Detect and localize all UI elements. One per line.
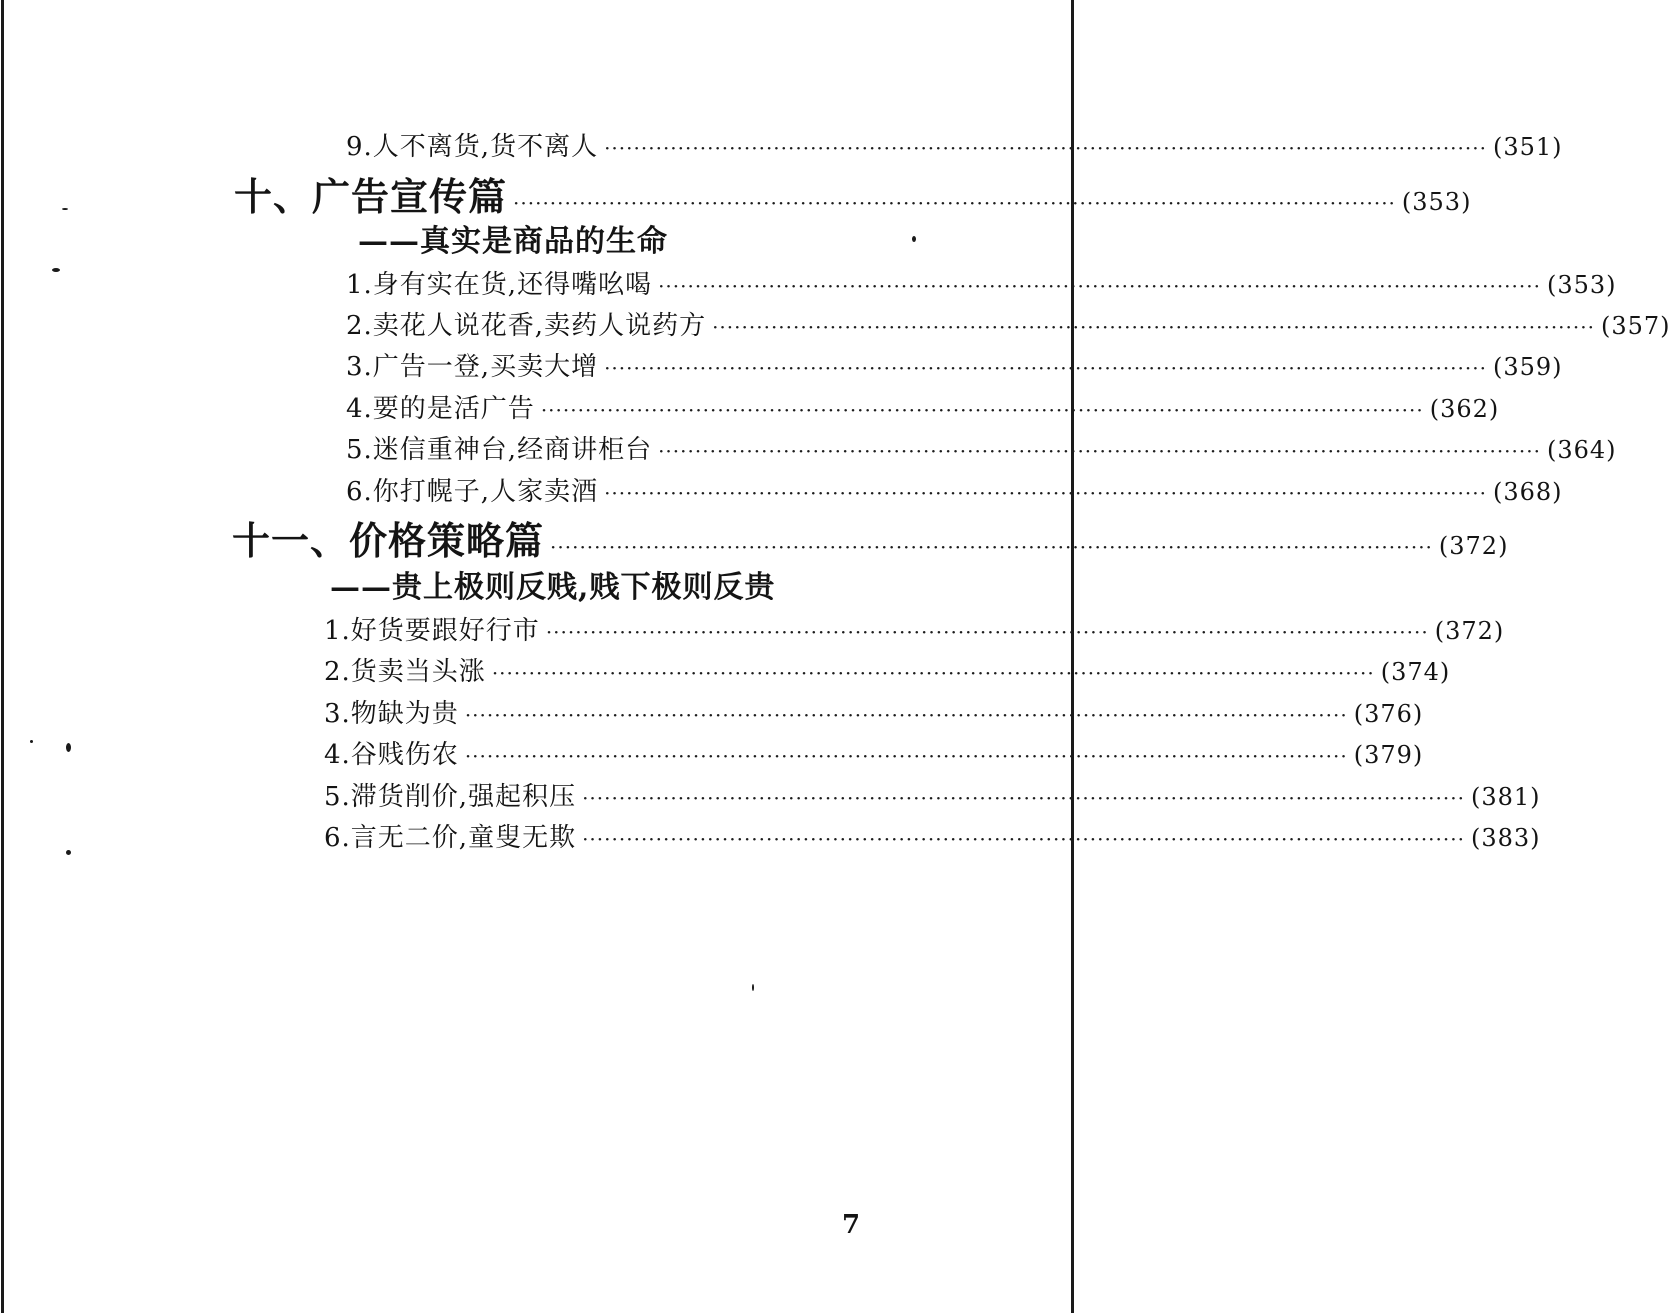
toc-item	[346, 305, 1671, 342]
toc-leader-dots: ························································································································	[582, 827, 1465, 851]
toc-page-ref: (351)	[1492, 133, 1563, 161]
page-number: 7	[842, 1210, 861, 1240]
toc-page-ref: (368)	[1492, 478, 1563, 506]
toc-page-ref: (364)	[1546, 436, 1617, 464]
toc-leader-dots: ························································································································	[712, 315, 1595, 339]
toc-section	[232, 510, 1509, 565]
toc-leader-dots: ························································································································	[604, 481, 1487, 505]
toc-leader-dots: ························································································································	[658, 274, 1541, 298]
toc-leader-dots: ························································································································	[658, 439, 1541, 463]
toc-leader-dots: ························································································································	[491, 661, 1375, 685]
toc-page-ref: (379)	[1353, 741, 1424, 769]
toc-leader-dots: ························································································································	[464, 703, 1348, 727]
toc-item	[324, 693, 1424, 730]
toc-page-ref: (374)	[1380, 658, 1451, 686]
scan-speck	[66, 850, 71, 855]
toc-page-ref: (362)	[1429, 395, 1500, 423]
toc-item-title: 5.迷信重神台,经商讲柜台	[346, 435, 653, 465]
toc-item	[346, 429, 1617, 466]
toc-item-title: 6.言无二价,童叟无欺	[324, 823, 577, 853]
toc-item	[324, 776, 1541, 813]
toc-section-subtitle: ——真实是商品的生命	[358, 224, 668, 259]
toc-item	[346, 126, 1563, 163]
toc-page-ref: (359)	[1492, 353, 1563, 381]
toc-item	[346, 471, 1563, 508]
toc-page-ref: (353)	[1546, 271, 1617, 299]
toc-leader-dots: ························································································································	[604, 136, 1487, 160]
toc-item	[324, 817, 1541, 854]
toc-leader-dots: ························································································································	[545, 620, 1429, 644]
toc-item	[346, 388, 1500, 425]
toc-item	[346, 346, 1563, 383]
toc-item-title: 3.物缺为贵	[324, 699, 459, 729]
toc-leader-dots: ························································································································	[582, 786, 1465, 810]
toc-leader-dots: ························································································································	[604, 356, 1487, 380]
scan-speck	[30, 740, 33, 743]
toc-section-title: 十、广告宣传篇	[234, 174, 508, 219]
toc-section-title: 十一、价格策略篇	[232, 518, 545, 563]
toc-item-title: 4.要的是活广告	[346, 394, 535, 424]
toc-page-ref: (372)	[1434, 617, 1505, 645]
scan-speck	[912, 236, 916, 242]
toc-leader-dots: ························································································································	[540, 398, 1424, 422]
toc-page-ref: (383)	[1470, 824, 1541, 852]
toc-item-title: 2.卖花人说花香,卖药人说药方	[346, 311, 707, 341]
toc-page-ref: (357)	[1600, 312, 1671, 340]
toc-item-title: 4.谷贱伤农	[324, 740, 459, 770]
toc-item-title: 2.货卖当头涨	[324, 657, 486, 687]
toc-item	[324, 734, 1424, 771]
toc-section	[234, 166, 1472, 221]
toc-item-title: 5.滞货削价,强起积压	[324, 782, 577, 812]
toc-item-title: 6.你打幌子,人家卖酒	[346, 477, 599, 507]
toc-item	[346, 264, 1617, 301]
toc-item-title: 3.广告一登,买卖大增	[346, 352, 599, 382]
scan-edge-left	[1, 0, 4, 1313]
toc-item-title: 1.好货要跟好行市	[324, 616, 540, 646]
scan-speck	[66, 743, 71, 752]
toc-page-ref: (353)	[1401, 188, 1472, 216]
scan-speck	[62, 208, 68, 210]
toc-leader-dots: ························································································································	[464, 744, 1348, 768]
toc-section-subtitle: ——贵上极则反贱,贱下极则反贵	[330, 570, 776, 605]
toc-page-ref: (376)	[1353, 700, 1424, 728]
toc-page-ref: (381)	[1470, 783, 1541, 811]
toc-leader-dots: ························································································································	[513, 191, 1396, 215]
scan-speck	[52, 268, 60, 272]
toc-item	[324, 610, 1505, 647]
toc-leader-dots: ························································································································	[550, 535, 1433, 559]
toc-page-ref: (372)	[1438, 532, 1509, 560]
toc-item	[324, 651, 1451, 688]
scan-speck	[752, 984, 754, 991]
toc-item-title: 1.身有实在货,还得嘴吆喝	[346, 270, 653, 300]
toc-item-title: 9.人不离货,货不离人	[346, 132, 599, 162]
